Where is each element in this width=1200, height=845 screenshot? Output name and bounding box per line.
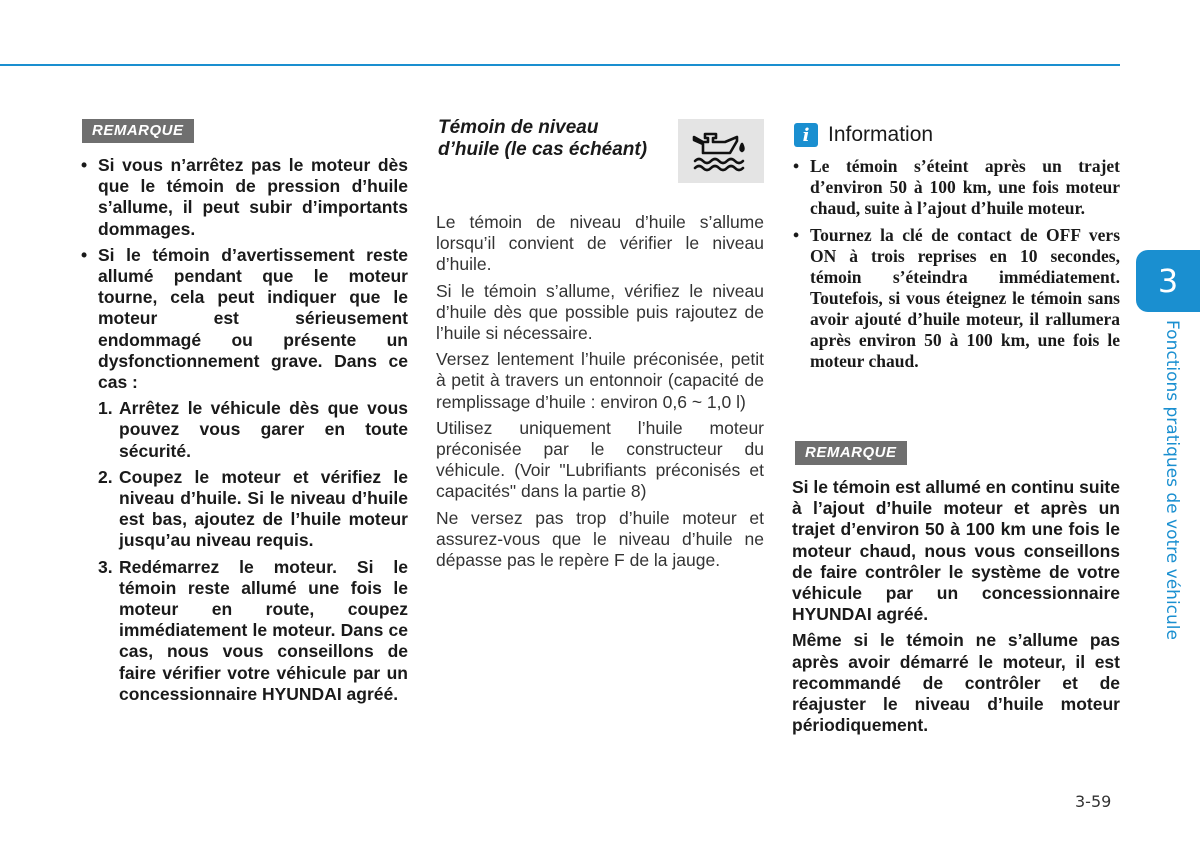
step-item: 1. Arrêtez le véhicule dès que vous pouvez vous garer en toute sécurité.	[98, 398, 408, 461]
paragraph: Si le témoin est allumé en continu suite à l’ajout d’huile moteur et après un trajet d’environ 50 à 100 km une fois le moteur chaud, nous vous conseillons de faire contrôler le système de votre véhicule par un concessionnaire HYUNDAI agréé.	[792, 477, 1120, 625]
paragraph: Si le témoin s’allume, vérifiez le niveau d’huile dès que possible puis rajoutez de l’huile si nécessaire.	[436, 280, 764, 344]
paragraph: Le témoin de niveau d’huile s’allume lorsqu’il convient de vérifier le niveau d’huile.	[436, 212, 764, 275]
paragraph: Versez lentement l’huile préconisée, petit à petit à travers un entonnoir (capacité de remplissage d’huile : environ 0,6 ~ 1,0 l)	[436, 349, 764, 412]
info-icon: i	[794, 123, 818, 147]
page-number: 3-59	[1075, 792, 1112, 811]
paragraph: Ne versez pas trop d’huile moteur et assurez-vous que le niveau d’huile ne dépasse pas le repère F de la jauge.	[436, 507, 764, 571]
list-item: • Si le témoin d’avertissement reste allumé pendant que le moteur tourne, cela peut indiquer que le moteur est sérieusement endommagé ou présente un dysfonctionnement grave. Dans ce cas : 1. Arrêtez le véhicule dès que vous pouvez vous garer en toute sécurité. 2. Coupez le moteur et vérifiez le niveau d’huile. Si le niveau d’huile est bas, ajoutez de l’huile moteur jusqu’au niveau requis. 3. Redémarrez le moteur. Si le témoin reste allumé une fois le moteur en route, coupez immédiatement le moteur. Dans ce cas, nous vous conseillons de faire vérifier votre véhicule par un concessionnaire HYUNDAI agréé.	[80, 245, 408, 705]
list-item: • Le témoin s’éteint après un trajet d’environ 50 à 100 km, une fois moteur chaud, suite à l’ajout d’huile moteur.	[792, 156, 1120, 219]
section-title: Témoin de niveau d’huile (le cas échéant)	[438, 117, 648, 160]
remarque-badge: REMARQUE	[795, 441, 907, 465]
top-rule	[0, 64, 1120, 66]
list-item: • Si vous n’arrêtez pas le moteur dès que le témoin de pression d’huile s’allume, il peut subir d’importants dommages.	[80, 155, 408, 240]
step-item: 2. Coupez le moteur et vérifiez le niveau d’huile. Si le niveau d’huile est bas, ajoutez de l’huile moteur jusqu’au niveau requis.	[98, 466, 408, 551]
remark-list	[80, 155, 408, 710]
paragraph: Utilisez uniquement l’huile moteur préconisée par le constructeur du véhicule. (Voir "Lubrifiants préconisés et capacités" dans la partie 8)	[436, 417, 764, 502]
oil-level-warning-icon	[691, 129, 753, 173]
remark-body	[792, 477, 1120, 741]
step-item: 3. Redémarrez le moteur. Si le témoin reste allumé une fois le moteur en route, coupez immédiatement le moteur. Dans ce cas, nous vous conseillons de faire vérifier votre véhicule par un concessionnaire HYUNDAI agréé.	[98, 556, 408, 704]
list-item: • Tournez la clé de contact de OFF vers ON à trois reprises en 10 secondes, témoin s’éteindra immédiatement. Toutefois, si vous éteignez le témoin sans avoir ajouté d’huile moteur, il rallumera après environ 50 à 100 km, une fois le moteur chaud.	[792, 225, 1120, 372]
section-body	[436, 212, 764, 576]
information-title: Information	[828, 123, 934, 146]
remarque-badge: REMARQUE	[82, 119, 194, 143]
step-list	[98, 398, 408, 705]
paragraph: Même si le témoin ne s’allume pas après avoir démarré le moteur, il est recommandé de contrôler et de réajuster le niveau d’huile moteur périodiquement.	[792, 630, 1120, 736]
information-list	[792, 156, 1120, 378]
chapter-title: Fonctions pratiques de votre véhicule	[1162, 320, 1182, 640]
information-header	[794, 123, 933, 147]
oil-icon-box	[678, 119, 764, 183]
chapter-tab: 3	[1136, 250, 1200, 312]
